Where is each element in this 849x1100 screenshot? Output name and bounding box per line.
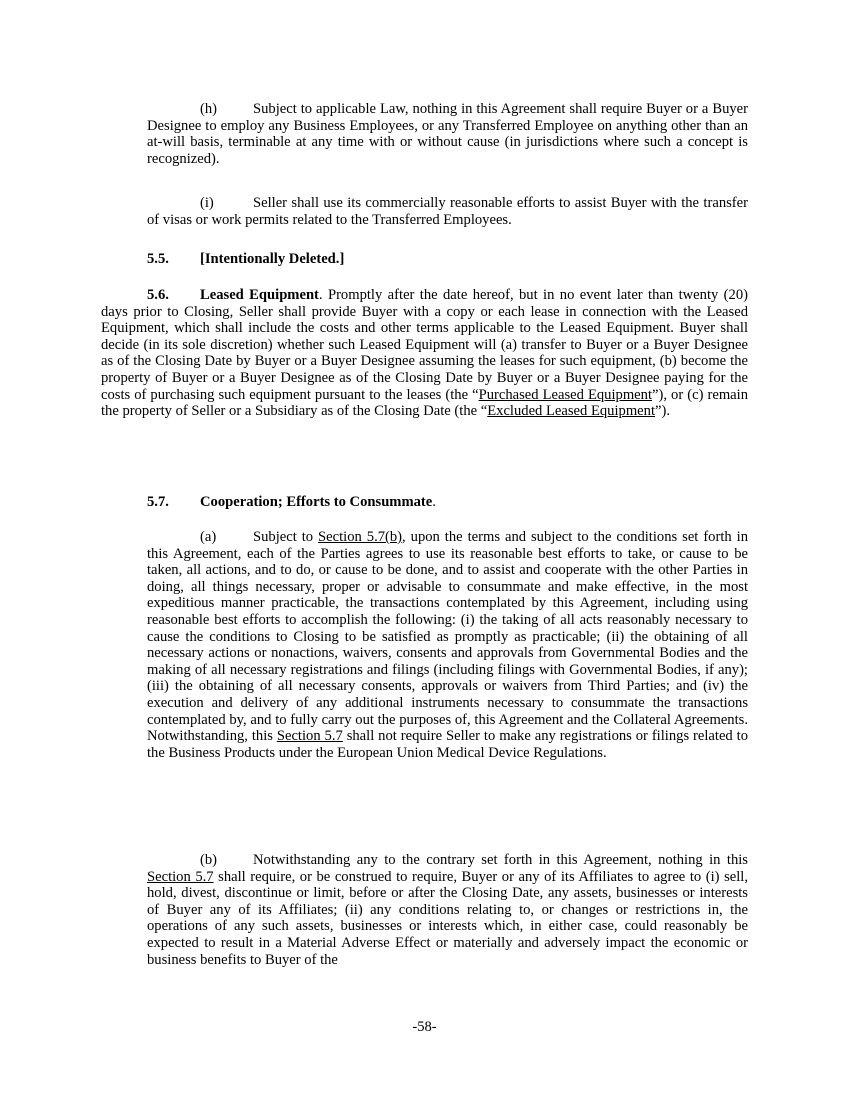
paragraph-b	[147, 852, 748, 968]
paragraph-a-text-1: Subject to	[253, 529, 319, 545]
section-5-5-number: 5.5.	[147, 251, 169, 267]
paragraph-a-label: (a)	[200, 529, 217, 545]
paragraph-i-text: Seller shall use its commercially reasonable efforts to assist Buyer with the transfer of visas or work permits related to the Transferred Employees.	[147, 195, 748, 228]
paragraph-b-text-2: shall require, or be construed to require, Buyer or any of its Affiliates to agree to (i) sell, hold, divest, discontinue or limit, before or after the Closing Date, any assets, businesses or interests of Buyer any of its Affiliates; (ii) any conditions relating to, or changes or restrictions in, the operations of any such assets, businesses or interests which, in either case, could reasonably be expected to result in a Material Adverse Effect or materially and adversely impact the economic or business benefits to Buyer of the	[147, 868, 748, 968]
paragraph-a	[147, 529, 748, 761]
cross-reference-section-5-7-b: Section 5.7	[147, 868, 214, 885]
paragraph-i-label: (i)	[200, 195, 214, 211]
paragraph-b-label: (b)	[200, 852, 218, 868]
section-5-6-number: 5.6.	[147, 287, 169, 303]
section-5-5-heading	[147, 251, 344, 268]
page-number: -58-	[412, 1019, 437, 1035]
section-5-7-heading	[147, 494, 436, 511]
section-5-6-paragraph	[101, 287, 748, 420]
paragraph-b-text-1: Notwithstanding any to the contrary set forth in this Agreement, nothing in this	[253, 852, 748, 868]
paragraph-h-label: (h)	[200, 101, 218, 117]
paragraph-a-text-3: shall not require Seller to make any registrations or filings related to the Business Products under the European Union Medical Device Regulations.	[147, 728, 748, 761]
paragraph-h	[147, 101, 748, 167]
paragraph-a-text-2: , upon the terms and subject to the conditions set forth in this Agreement, each of the Parties agrees to use its reasonable best efforts to take, or cause to be taken, all actions, and to do, or cause to be done, and to assist and cooperate with the other Parties in doing, all things necessary, proper or advisable to consummate and make effective, in the most expeditious manner practicable, the transactions contemplated by this Agreement, including using reasonable best efforts to accomplish the following: (i) the taking of all acts reasonably necessary to cause the conditions to Closing to be satisfied as promptly as practicable; (ii) the obtaining of all necessary actions or nonactions, waivers, consents and approvals from Governmental Bodies and the making of all necessary registrations and filings (including filings with Governmental Bodies, if any); (iii) the obtaining of all necessary consents, approvals or waivers from Third Parties; and (iv) the execution and delivery of any additional instruments necessary to consummate the transactions contemplated by, and to fully carry out the purposes of, this Agreement and the Collateral Agreements. Notwithstanding, this	[147, 529, 748, 745]
section-5-7-title-period: .	[432, 494, 436, 510]
section-5-6-title: Leased Equipment	[200, 287, 319, 303]
cross-reference-section-5-7b: Section 5.7(b)	[318, 529, 403, 545]
section-5-7-number: 5.7.	[147, 494, 169, 510]
section-5-6-text-3: ”).	[655, 403, 671, 420]
section-5-5-title: [Intentionally Deleted.]	[200, 251, 345, 267]
defined-term-purchased-leased-equipment: Purchased Leased Equipment	[478, 386, 653, 403]
paragraph-i	[147, 195, 748, 228]
section-5-6-text-2: ”), or (c) remain the property of Seller or a Subsidiary as of the Closing Date (the “	[101, 386, 748, 420]
paragraph-h-text: Subject to applicable Law, nothing in this Agreement shall require Buyer or a Buyer Designee to employ any Business Employees, or any Transferred Employee on anything other than an at-will basis, terminable at any time with or without cause (in jurisdictions where such a concept is recognized).	[147, 101, 748, 167]
cross-reference-section-5-7: Section 5.7	[276, 728, 343, 745]
section-5-6-text-1: . Promptly after the date hereof, but in no event later than twenty (20) days prior to Closing, Seller shall provide Buyer with a copy or each lease in connection with the Leased Equipment, which shall include the costs and other terms applicable to the Leased Equipment. Buyer shall decide (in its sole discretion) whether such Leased Equipment will (a) transfer to Buyer or a Buyer Designee as of the Closing Date by Buyer or a Buyer Designee assuming the leases for such equipment, (b) become the property of Buyer or a Buyer Designee as of the Closing Date by Buyer or a Buyer Designee paying for the costs of purchasing such equipment pursuant to the leases (the “	[101, 287, 748, 403]
section-5-7-title: Cooperation; Efforts to Consummate	[200, 494, 433, 510]
defined-term-excluded-leased-equipment: Excluded Leased Equipment	[487, 403, 656, 420]
